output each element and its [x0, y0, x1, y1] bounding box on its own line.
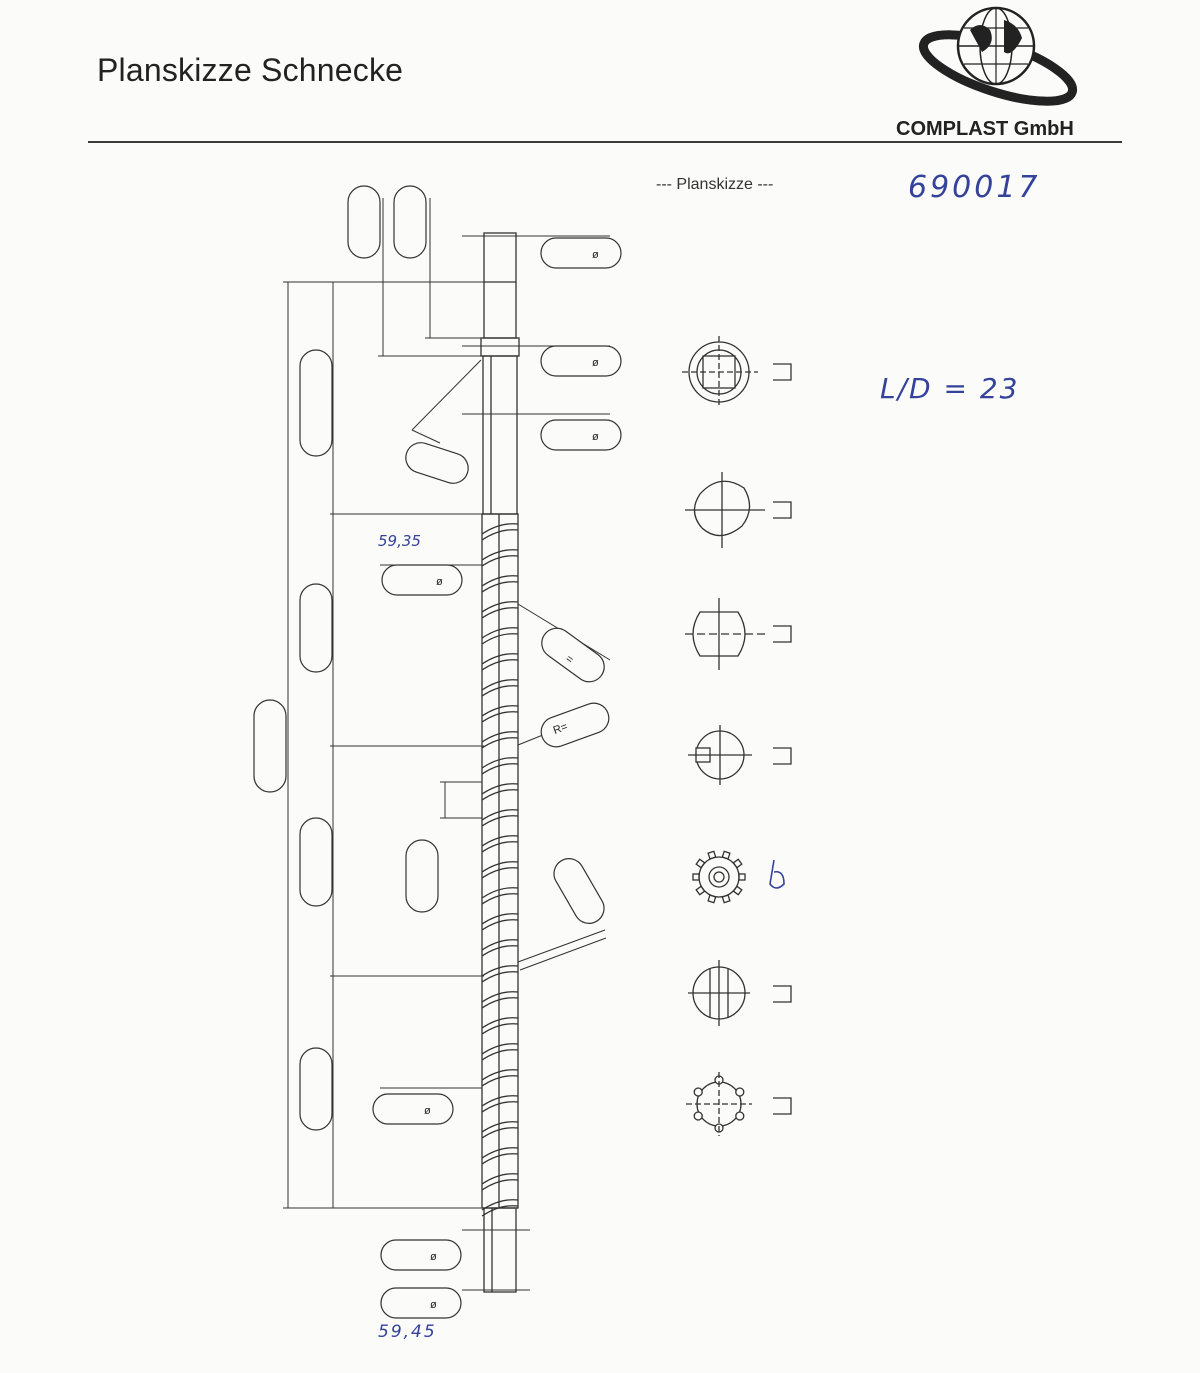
screw-drawing	[481, 233, 519, 1292]
screw-flight	[482, 888, 518, 904]
cross-section-gear	[693, 851, 745, 902]
screw-flight	[482, 758, 518, 774]
screw-flight	[482, 628, 518, 644]
screw-flight	[482, 914, 518, 930]
gear-tooth	[722, 895, 730, 903]
cross-sections	[682, 336, 791, 1136]
screw-flight	[482, 784, 518, 800]
gear-tooth	[696, 859, 704, 867]
spline-lobe	[736, 1112, 744, 1120]
diameter-label: ø	[592, 357, 599, 369]
screw-flight	[482, 732, 518, 748]
screw-flight	[482, 1148, 518, 1164]
diameter-label: ø	[430, 1299, 437, 1311]
screw-flight	[482, 940, 518, 956]
spline-lobe	[694, 1112, 702, 1120]
gear-tooth	[696, 886, 704, 894]
sheet-subtitle: --- Planskizze ---	[656, 176, 774, 193]
diameter-label: ø	[430, 1251, 437, 1263]
screw-flight	[482, 602, 518, 618]
screw-flight	[482, 836, 518, 852]
screw-flight	[482, 550, 518, 566]
handwritten-lower-diameter: 59,45	[378, 1322, 437, 1342]
screw-flight	[482, 680, 518, 696]
cross-section-keyway	[688, 725, 752, 785]
screw-flight	[482, 576, 518, 592]
cross-section-flat	[685, 598, 765, 670]
screw-flight	[482, 1096, 518, 1112]
diameter-label: ø	[424, 1105, 431, 1117]
cross-section-square-drive	[682, 336, 758, 408]
cross-section-slotted	[688, 960, 750, 1026]
radius-label: R=	[551, 720, 570, 737]
screw-flight	[482, 1018, 518, 1034]
angle-label: =	[563, 652, 576, 667]
spline-lobe	[694, 1088, 702, 1096]
gear-tooth	[733, 886, 741, 894]
screw-flight	[482, 706, 518, 722]
screw-flights	[482, 524, 518, 1216]
gear-tooth	[739, 874, 745, 880]
screw-flight	[482, 1122, 518, 1138]
screw-flight	[482, 524, 518, 540]
company-name: COMPLAST GmbH	[896, 118, 1074, 140]
handwritten-weld-mark	[770, 860, 784, 888]
screw-flight	[482, 862, 518, 878]
diameter-label: ø	[592, 249, 599, 261]
screw-flight	[482, 654, 518, 670]
screw-flight	[482, 992, 518, 1008]
gear-tooth	[733, 859, 741, 867]
screw-flight	[482, 966, 518, 982]
cross-section-rounded	[685, 472, 765, 548]
screw-flight	[482, 1070, 518, 1086]
globe-orbit-logo	[916, 8, 1079, 115]
diameter-label: ø	[436, 576, 443, 588]
gear-tooth	[693, 874, 699, 880]
gear-tooth	[722, 851, 730, 859]
gear-tooth	[708, 895, 716, 903]
screw-flight	[482, 1174, 518, 1190]
dimension-box-labels	[424, 249, 599, 1311]
diameter-label: ø	[592, 431, 599, 443]
handwritten-ld-ratio: L/D = 23	[880, 372, 1020, 405]
screw-flight	[482, 1044, 518, 1060]
handwritten-upper-diameter: 59,35	[378, 532, 421, 550]
screw-flight	[482, 810, 518, 826]
spline-lobe	[736, 1088, 744, 1096]
handwritten-doc-number: 690017	[908, 170, 1041, 205]
cross-section-splined	[686, 1072, 752, 1136]
gear-tooth	[708, 851, 716, 859]
section-markers	[773, 364, 791, 1114]
page-title: Planskizze Schnecke	[97, 52, 404, 88]
